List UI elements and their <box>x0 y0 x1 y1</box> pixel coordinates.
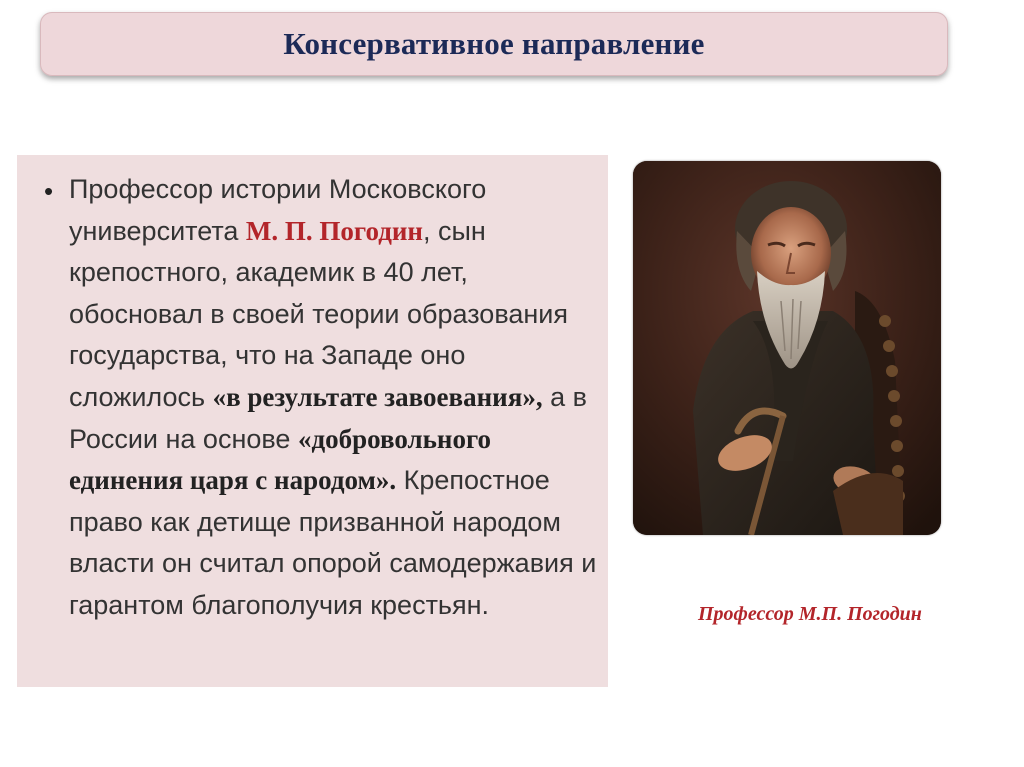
emphasis-voluntary-union: «добровольного единения царя с народом». <box>69 423 492 496</box>
portrait-caption: Профессор М.П. Погодин <box>698 603 922 625</box>
bullet-marker: • <box>44 176 54 206</box>
text-run: , сын крепостного, академик в 40 лет, обосновал в своей теории образования государства, что на Западе оно сложилось <box>69 215 568 412</box>
portrait-image <box>633 161 941 535</box>
slide-title: Консервативное направление <box>283 26 705 61</box>
text-panel <box>17 155 608 687</box>
text-run: Профессор истории Московского университета <box>69 174 487 246</box>
name-highlight: М. П. Погодин <box>245 215 423 246</box>
portrait-painting <box>633 161 941 535</box>
title-banner <box>40 12 948 76</box>
text-run: Крепостное право как детище призванной народом власти он считал опорой самодержавия и гарантом благополучия крестьян. <box>69 465 597 620</box>
body-paragraph <box>69 169 597 627</box>
text-run: а в России на основе <box>69 381 587 454</box>
emphasis-conquest: «в результате завоевания», <box>212 381 543 412</box>
